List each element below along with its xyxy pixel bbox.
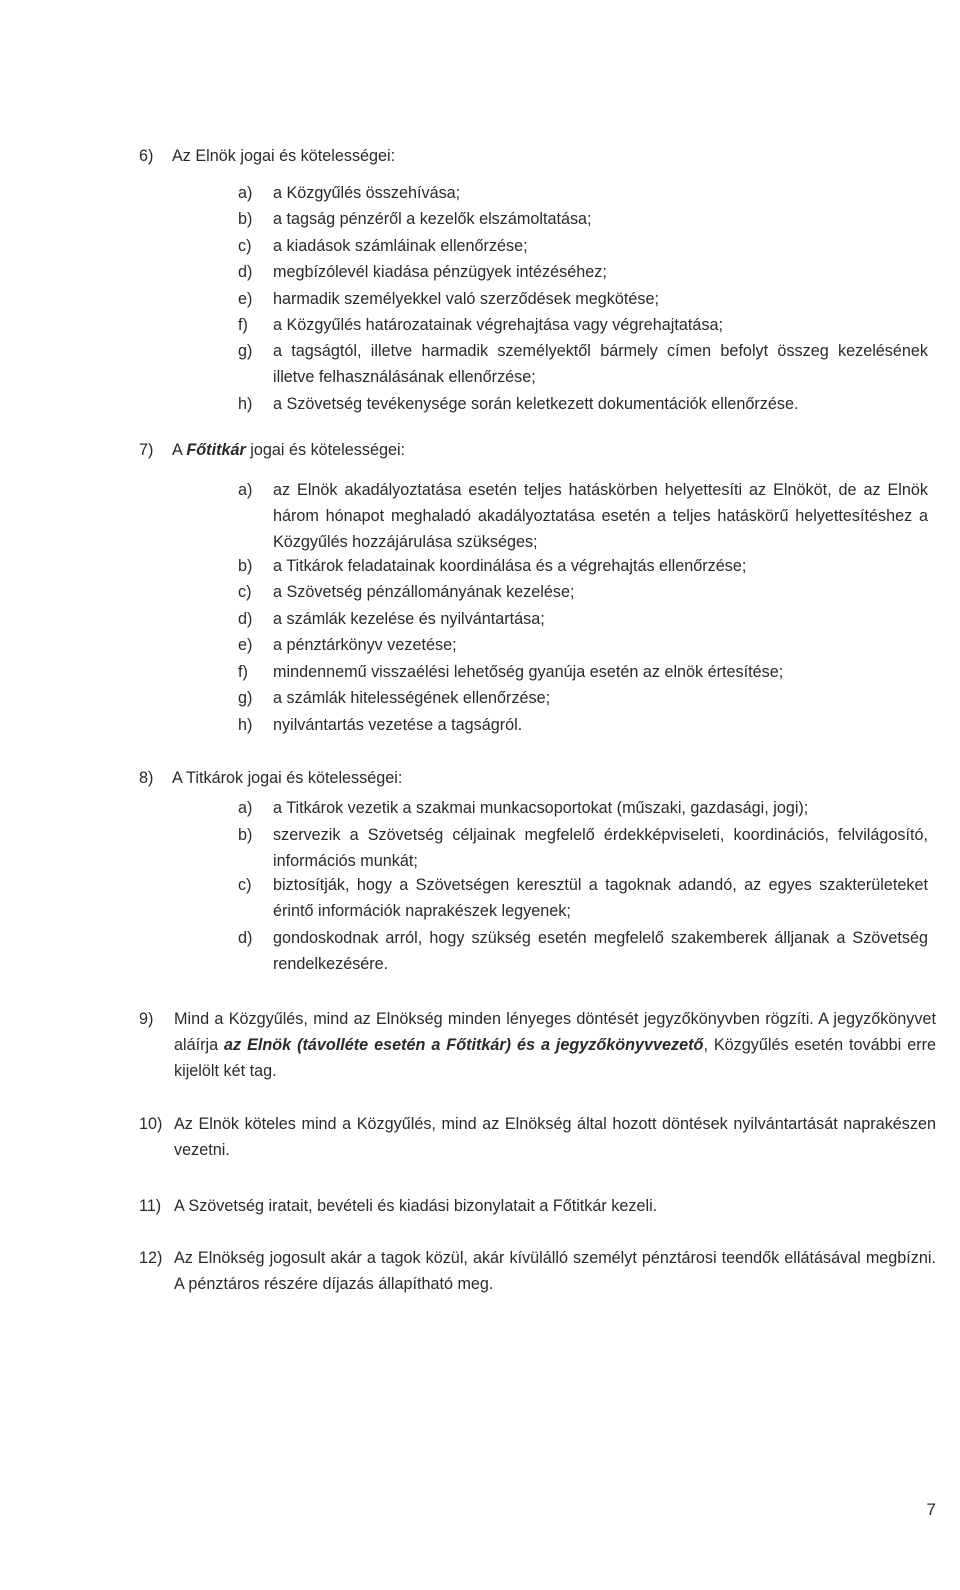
list-item-text: a Közgyűlés összehívása; bbox=[273, 184, 461, 202]
list-item-text: biztosítják, hogy a Szövetségen keresztül a tagoknak adandó, az egyes szakterületeket érintő információk naprakészek legyenek; bbox=[273, 876, 928, 920]
list-item-text: megbízólevél kiadása pénzügyek intézéséhez; bbox=[273, 263, 607, 281]
section-heading-text: Az Elnök jogai és kötelességei: bbox=[172, 147, 396, 165]
heading-emphasis: Főtitkár bbox=[186, 441, 246, 459]
paragraph-text: Az Elnök köteles mind a Közgyűlés, mind az Elnökség által hozott döntések nyilvántartását naprakészen vezetni. bbox=[174, 1115, 936, 1159]
list-item-text: gondoskodnak arról, hogy szükség esetén megfelelő szakemberek álljanak a Szövetség rendelkezésére. bbox=[273, 929, 928, 973]
section-11-paragraph bbox=[139, 1193, 936, 1219]
paragraph-text: Az Elnökség jogosult akár a tagok közül, akár kívülálló személyt pénztárosi teendők ellátásával megbízni. A pénztáros részére díjazás állapítható meg. bbox=[174, 1249, 936, 1293]
list-item-text: a tagságtól, illetve harmadik személyektől bármely címen befolyt összeg kezelésének illetve felhasználásának ellenőrzése; bbox=[273, 342, 928, 386]
section-number: 12) bbox=[139, 1249, 163, 1267]
list-item-text: a Titkárok feladatainak koordinálása és a végrehajtás ellenőrzése; bbox=[273, 557, 747, 575]
list-item-label: h) bbox=[238, 395, 253, 413]
list-item-text: az Elnök akadályoztatása esetén teljes hatáskörben helyettesíti az Elnököt, de az Elnök három hónapot meghaladó akadályoztatása esetén a teljes hatáskörű helyettesítéshez a Közgyűlés hozzájárulása szükséges; bbox=[273, 481, 928, 551]
list-item-label: b) bbox=[238, 557, 253, 575]
page-number: 7 bbox=[926, 1500, 936, 1519]
list-item-label: g) bbox=[238, 689, 253, 707]
section-number: 6) bbox=[139, 147, 154, 165]
list-item-label: c) bbox=[238, 237, 252, 255]
section-12-paragraph bbox=[139, 1245, 936, 1297]
section-heading-text bbox=[172, 437, 405, 463]
list-item-label: b) bbox=[238, 826, 253, 844]
list-item-text: a tagság pénzéről a kezelők elszámoltatása; bbox=[273, 210, 592, 228]
heading-suffix: jogai és kötelességei: bbox=[245, 441, 406, 459]
list-item-label: c) bbox=[238, 583, 252, 601]
section-number: 10) bbox=[139, 1115, 163, 1133]
list-item-label: h) bbox=[238, 716, 253, 734]
list-item-text: a Közgyűlés határozatainak végrehajtása vagy végrehajtatása; bbox=[273, 316, 723, 334]
paragraph-text-end: , Közgyűlés esetén további erre kijelölt két tag. bbox=[174, 1036, 936, 1080]
list-item-label: a) bbox=[238, 184, 253, 202]
list-item-label: e) bbox=[238, 636, 253, 654]
list-item-label: c) bbox=[238, 876, 252, 894]
list-item-label: a) bbox=[238, 481, 253, 499]
list-item-label: a) bbox=[238, 799, 253, 817]
paragraph-text: Mind a Közgyűlés, mind az Elnökség minden lényeges döntését jegyzőkönyvben rögzíti. A jegyzőkönyvet aláírja bbox=[174, 1010, 936, 1054]
list-item-label: g) bbox=[238, 342, 253, 360]
list-item-text: harmadik személyekkel való szerződések megkötése; bbox=[273, 290, 659, 308]
paragraph-emphasis: az Elnök (távollétе esetén a Főtitkár) és a jegyzőkönyvvezető bbox=[224, 1036, 704, 1054]
list-item-text: a pénztárkönyv vezetése; bbox=[273, 636, 457, 654]
list-item-label: e) bbox=[238, 290, 253, 308]
heading-prefix: A bbox=[172, 441, 187, 459]
list-item-text: a Titkárok vezetik a szakmai munkacsoportokat (műszaki, gazdasági, jogi); bbox=[273, 799, 809, 817]
list-item-label: d) bbox=[238, 929, 253, 947]
list-item-text: a számlák kezelése és nyilvántartása; bbox=[273, 610, 545, 628]
list-item-text: a kiadások számláinak ellenőrzése; bbox=[273, 237, 528, 255]
list-item-text: szervezik a Szövetség céljainak megfelelő érdekképviseleti, koordinációs, felvilágosító, információs munkát; bbox=[273, 826, 928, 870]
section-number: 11) bbox=[139, 1197, 162, 1215]
section-number: 9) bbox=[139, 1010, 154, 1028]
list-item-text: mindennemű visszaélési lehetőség gyanúja esetén az elnök értesítése; bbox=[273, 663, 784, 681]
list-item-text: a Szövetség pénzállományának kezelése; bbox=[273, 583, 575, 601]
list-item-text: a Szövetség tevékenysége során keletkezett dokumentációk ellenőrzése. bbox=[273, 395, 799, 413]
list-item-label: b) bbox=[238, 210, 253, 228]
list-item-label: d) bbox=[238, 263, 253, 281]
section-number: 7) bbox=[139, 441, 154, 459]
list-item-label: d) bbox=[238, 610, 253, 628]
list-item-label: f) bbox=[238, 663, 248, 681]
list-item-text: a számlák hitelességének ellenőrzése; bbox=[273, 689, 551, 707]
section-9-paragraph bbox=[139, 1006, 936, 1084]
paragraph-text: A Szövetség iratait, bevételi és kiadási bizonylatait a Főtitkár kezeli. bbox=[174, 1197, 658, 1215]
list-item-label: f) bbox=[238, 316, 248, 334]
list-item-text: nyilvántartás vezetése a tagságról. bbox=[273, 716, 523, 734]
section-heading-text: A Titkárok jogai és kötelességei: bbox=[172, 769, 403, 787]
section-10-paragraph bbox=[139, 1111, 936, 1163]
section-number: 8) bbox=[139, 769, 154, 787]
